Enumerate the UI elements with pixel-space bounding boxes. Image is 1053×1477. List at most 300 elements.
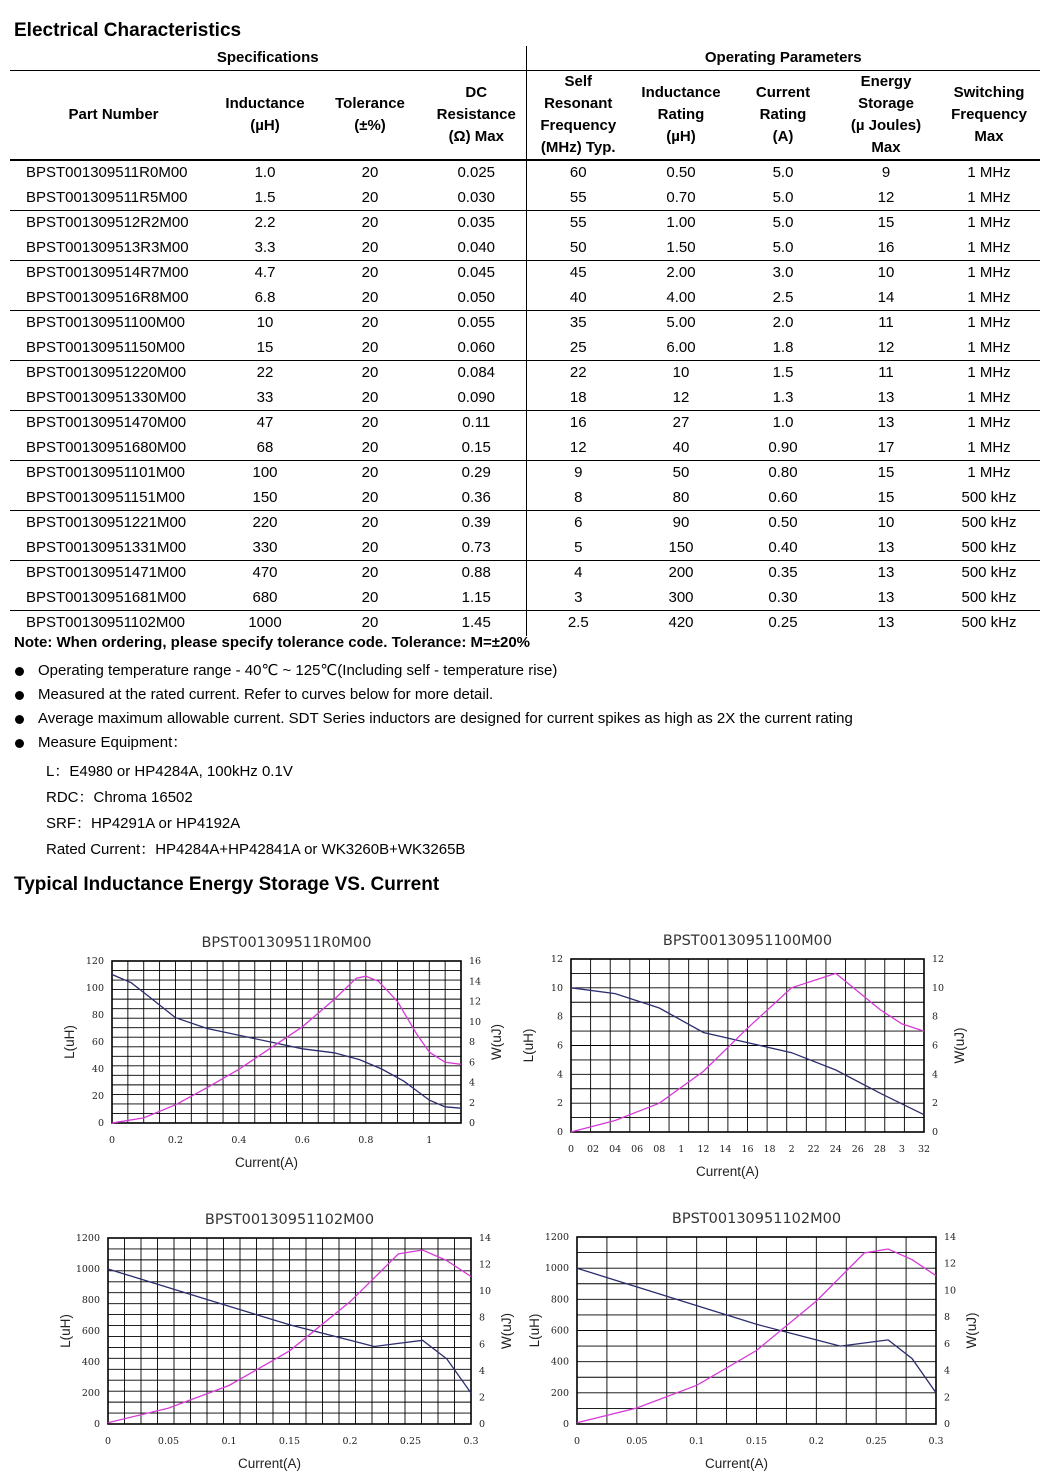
y2-tick-label: 4	[932, 1069, 939, 1081]
x-tick-label: 1	[426, 1135, 433, 1146]
y2-tick-label: 0	[944, 1419, 951, 1430]
y2-tick-label: 2	[479, 1392, 486, 1404]
table-cell: 5.00	[666, 314, 696, 332]
section-title-curves: Typical Inductance Energy Storage VS. Current	[14, 874, 440, 895]
cell-part-number: BPST00130951471M00	[26, 564, 187, 582]
table-row	[10, 486, 1040, 511]
y-tick-label: 800	[81, 1295, 100, 1306]
electrical-characteristics-table	[10, 46, 1040, 636]
group-specifications: Specifications	[10, 46, 526, 71]
table-cell: 0.060	[427, 336, 526, 361]
table-row	[10, 561, 1040, 586]
x-tick-label: 0	[573, 1436, 581, 1447]
table-cell: 20	[313, 336, 427, 361]
table-cell: 0.090	[427, 386, 526, 411]
table-cell: 13	[834, 386, 938, 411]
table-row	[10, 311, 1040, 336]
table-cell: 1 MHz	[967, 164, 1011, 182]
y-tick-label: 2	[556, 1098, 563, 1110]
y2-tick-label: 2	[469, 1097, 476, 1109]
table-cell: 20	[361, 314, 379, 332]
charts-area	[0, 917, 1053, 1477]
x-tick-label: 0.2	[342, 1436, 358, 1447]
x-tick-label: 32	[917, 1144, 931, 1155]
x-tick-label: 24	[829, 1144, 842, 1155]
table-cell: 0.040	[427, 236, 526, 261]
y-tick-label: 200	[550, 1387, 569, 1399]
table-cell: 20	[361, 364, 379, 382]
table-cell: 10	[256, 314, 274, 332]
x-tick-label: 18	[763, 1144, 776, 1155]
cell-part-number: BPST00130951150M00	[10, 336, 217, 361]
x-tick-label: 28	[873, 1144, 886, 1155]
y2-tick-label: 14	[479, 1233, 492, 1244]
y-axis-label: L(uH)	[58, 1314, 73, 1348]
y2-tick-label: 8	[469, 1037, 476, 1048]
table-cell: 0.60	[732, 486, 834, 511]
bullet-item: Operating temperature range - 40℃ ~ 125℃(Including self - temperature rise)	[14, 660, 853, 684]
equipment-line: RDC：Chroma 16502	[46, 789, 193, 806]
x-tick-label: 0.4	[231, 1135, 247, 1146]
table-cell: 16	[834, 236, 938, 261]
table-cell: 15	[877, 214, 895, 232]
cell-part-number: BPST00130951680M00	[10, 436, 217, 461]
y2-tick-label: 10	[944, 1285, 957, 1297]
table-cell: 20	[361, 414, 379, 432]
table-cell: 0.15	[427, 436, 526, 461]
table-cell: 3.3	[217, 236, 313, 261]
table-row	[10, 261, 1040, 286]
table-row	[10, 286, 1040, 311]
chart-grid	[571, 959, 924, 1132]
chart-4	[527, 1211, 979, 1471]
table-cell: 0.30	[732, 586, 834, 611]
y-tick-label: 1000	[544, 1263, 569, 1275]
y-tick-label: 400	[550, 1356, 569, 1368]
y2-tick-label: 0	[932, 1127, 939, 1138]
y-tick-label: 20	[91, 1091, 104, 1102]
table-cell: 10	[877, 514, 895, 532]
table-cell: 20	[313, 236, 427, 261]
table-cell: 0.80	[768, 464, 798, 482]
table-cell: 20	[313, 436, 427, 461]
y2-tick-label: 2	[944, 1392, 951, 1404]
group-operating-parameters: Operating Parameters	[526, 46, 1040, 71]
cell-part-number: BPST00130951221M00	[26, 514, 187, 532]
table-cell: 13	[834, 586, 938, 611]
table-cell: 1 MHz	[967, 264, 1011, 282]
table-cell: 1 MHz	[967, 314, 1011, 332]
table-row	[10, 461, 1040, 486]
table-cell: 2.0	[772, 314, 794, 332]
table-cell: 33	[217, 386, 313, 411]
table-cell: 0.030	[427, 186, 526, 211]
cell-part-number: BPST00130951330M00	[10, 386, 217, 411]
table-row	[10, 411, 1040, 436]
table-cell: 50	[526, 236, 630, 261]
cell-part-number: BPST00130951101M00	[26, 464, 186, 482]
table-cell: 17	[834, 436, 938, 461]
x-tick-label: 16	[741, 1144, 754, 1155]
chart-title: BPST001309511R0M00	[201, 935, 372, 951]
cell-part-number: BPST001309513R3M00	[10, 236, 217, 261]
equipment-line: SRF：HP4291A or HP4192A	[46, 815, 241, 832]
y2-tick-label: 4	[944, 1365, 951, 1377]
table-cell: 500 kHz	[961, 614, 1017, 632]
table-cell: 0.35	[768, 564, 798, 582]
x-tick-label: 0.05	[157, 1436, 180, 1447]
table-cell: 2.5	[526, 611, 630, 636]
x-tick-label: 0.2	[167, 1135, 184, 1146]
cell-part-number: BPST00130951220M00	[26, 364, 187, 382]
equipment-line: Rated Current：HP4284A+HP42841A or WK3260B+WK3265B	[46, 841, 466, 858]
table-row	[10, 186, 1040, 211]
y-tick-label: 600	[81, 1326, 100, 1337]
table-cell: 1.0	[254, 164, 276, 182]
col-energy-storage: Energy Storage (µ Joules) Max	[834, 71, 938, 161]
table-cell: 20	[313, 536, 427, 561]
y-tick-label: 0	[556, 1127, 563, 1138]
table-cell: 0.36	[427, 486, 526, 511]
y-tick-label: 0	[97, 1118, 104, 1129]
table-cell: 5.0	[772, 164, 794, 182]
y2-tick-label: 6	[469, 1057, 476, 1069]
table-row	[10, 511, 1040, 536]
table-cell: 470	[252, 564, 278, 582]
section-title-electrical: Electrical Characteristics	[14, 20, 242, 41]
table-cell: 5	[526, 536, 630, 561]
x-tick-label: 0	[104, 1436, 112, 1447]
table-cell: 1.8	[732, 336, 834, 361]
y-tick-label: 400	[81, 1357, 100, 1368]
chart-3	[58, 1212, 514, 1471]
table-cell: 0.50	[768, 514, 798, 532]
x-tick-label: 0.1	[689, 1436, 705, 1447]
table-cell: 12	[834, 336, 938, 361]
bullet-item: Measured at the rated current. Refer to curves below for more detail.	[14, 684, 853, 708]
table-cell: 0.084	[457, 364, 496, 382]
table-cell: 0.055	[457, 314, 496, 332]
table-cell: 3.0	[772, 264, 794, 282]
table-cell: 1 MHz	[938, 236, 1040, 261]
table-cell: 47	[256, 414, 274, 432]
x-tick-label: 0	[567, 1144, 575, 1155]
chart-1	[62, 935, 504, 1170]
table-cell: 20	[313, 286, 427, 311]
y-tick-label: 200	[81, 1388, 100, 1399]
chart-2	[521, 933, 967, 1179]
chart-grid	[577, 1237, 936, 1424]
y-tick-label: 6	[556, 1040, 563, 1052]
table-cell: 10	[672, 364, 690, 382]
x-tick-label: 0.25	[399, 1436, 422, 1447]
table-cell: 15	[217, 336, 313, 361]
table-cell: 12	[630, 386, 732, 411]
chart-title: BPST00130951100M00	[662, 933, 833, 949]
x-tick-label: 2	[788, 1144, 795, 1155]
table-cell: 20	[361, 264, 379, 282]
table-group-header	[10, 46, 1040, 71]
table-cell: 6	[526, 511, 630, 536]
y-tick-label: 40	[91, 1064, 104, 1075]
x-tick-label: 06	[631, 1144, 644, 1155]
y2-tick-label: 12	[944, 1258, 957, 1270]
table-cell: 27	[672, 414, 690, 432]
chart-title: BPST00130951102M00	[671, 1211, 842, 1227]
notes-bullet-list	[14, 660, 853, 756]
x-axis-label: Current(A)	[234, 1155, 299, 1170]
table-cell: 0.11	[462, 414, 491, 432]
table-cell: 20	[361, 464, 379, 482]
cell-part-number: BPST00130951470M00	[26, 414, 187, 432]
table-cell: 14	[834, 286, 938, 311]
table-cell: 1.15	[427, 586, 526, 611]
table-cell: 150	[630, 536, 732, 561]
cell-part-number: BPST001309514R7M00	[26, 264, 189, 282]
table-cell: 13	[877, 614, 895, 632]
x-tick-label: 22	[807, 1144, 820, 1155]
cell-part-number: BPST001309511R0M00	[26, 164, 188, 182]
table-cell: 9	[526, 461, 630, 486]
x-tick-label: 26	[851, 1144, 864, 1155]
x-axis-label: Current(A)	[695, 1164, 760, 1179]
cell-part-number: BPST00130951102M00	[26, 614, 186, 632]
table-cell: 1 MHz	[967, 464, 1011, 482]
table-cell: 20	[313, 586, 427, 611]
x-tick-label: 0.8	[358, 1135, 374, 1146]
y2-tick-label: 2	[932, 1098, 939, 1110]
y-tick-label: 100	[85, 983, 104, 994]
table-cell: 500 kHz	[938, 586, 1040, 611]
table-cell: 0.045	[457, 264, 496, 282]
table-cell: 5.0	[732, 236, 834, 261]
y2-tick-label: 16	[469, 956, 482, 967]
table-cell: 220	[252, 514, 278, 532]
table-cell: 1.5	[772, 364, 794, 382]
table-cell: 55	[526, 186, 630, 211]
x-tick-label: 0.05	[626, 1436, 648, 1447]
y-tick-label: 600	[550, 1325, 569, 1337]
y-axis-label: L(uH)	[62, 1025, 77, 1059]
chart-grid	[108, 1238, 471, 1424]
y-tick-label: 4	[556, 1069, 563, 1081]
table-cell: 330	[217, 536, 313, 561]
y2-tick-label: 0	[479, 1419, 486, 1430]
table-cell: 0.025	[457, 164, 496, 182]
table-cell: 8	[526, 486, 630, 511]
table-cell: 1.5	[217, 186, 313, 211]
table-cell: 1 MHz	[938, 386, 1040, 411]
y2-tick-label: 8	[944, 1312, 951, 1324]
table-cell: 15	[834, 486, 938, 511]
table-cell: 500 kHz	[938, 536, 1040, 561]
x-axis-label: Current(A)	[704, 1456, 769, 1471]
y2-axis-label: W(uJ)	[952, 1027, 967, 1064]
table-row	[10, 436, 1040, 461]
y2-tick-label: 8	[479, 1312, 486, 1324]
table-cell: 55	[526, 211, 630, 236]
cell-part-number: BPST001309516R8M00	[10, 286, 217, 311]
y2-tick-label: 12	[479, 1259, 492, 1271]
table-cell: 1 MHz	[938, 186, 1040, 211]
x-tick-label: 0.3	[928, 1436, 944, 1447]
table-cell: 20	[361, 214, 379, 232]
col-tolerance: Tolerance (±%)	[313, 71, 427, 161]
table-cell: 60	[526, 160, 630, 186]
table-cell: 1 MHz	[938, 436, 1040, 461]
table-cell: 1.00	[666, 214, 696, 232]
y2-tick-label: 8	[932, 1011, 939, 1023]
x-tick-label: 04	[609, 1144, 622, 1155]
col-switching-frequency: Switching Frequency Max	[938, 71, 1040, 161]
table-cell: 200	[668, 564, 694, 582]
table-cell: 3	[526, 586, 630, 611]
y-tick-label: 800	[550, 1294, 569, 1306]
table-cell: 18	[526, 386, 630, 411]
table-cell: 4.00	[630, 286, 732, 311]
table-cell: 13	[834, 536, 938, 561]
y2-tick-label: 0	[469, 1118, 476, 1129]
x-axis-label: Current(A)	[237, 1456, 302, 1471]
y2-tick-label: 4	[469, 1077, 476, 1089]
y2-tick-label: 10	[932, 982, 945, 994]
x-tick-label: 0.1	[221, 1436, 237, 1447]
table-cell: 5.0	[732, 186, 834, 211]
col-self-resonant-frequency: Self Resonant Frequency (MHz) Typ.	[526, 71, 630, 161]
table-row	[10, 361, 1040, 386]
y-tick-label: 1000	[75, 1264, 100, 1275]
table-row	[10, 336, 1040, 361]
x-tick-label: 0.25	[865, 1436, 887, 1447]
table-cell: 1 MHz	[967, 214, 1011, 232]
table-cell: 11	[878, 364, 894, 382]
y2-tick-label: 10	[479, 1286, 492, 1298]
y-tick-label: 80	[91, 1010, 104, 1021]
table-cell: 4.7	[254, 264, 276, 282]
col-current-rating: Current Rating (A)	[732, 71, 834, 161]
y2-tick-label: 14	[469, 976, 482, 988]
table-cell: 20	[361, 564, 379, 582]
table-row	[10, 586, 1040, 611]
table-cell: 20	[361, 164, 379, 182]
chart-grid	[112, 961, 461, 1123]
table-cell: 0.050	[427, 286, 526, 311]
table-cell: 0.73	[427, 536, 526, 561]
table-cell: 1.0	[772, 414, 794, 432]
table-cell: 40	[526, 286, 630, 311]
table-cell: 0.88	[461, 564, 491, 582]
table-cell: 2.5	[732, 286, 834, 311]
table-cell: 20	[361, 514, 379, 532]
y-tick-label: 10	[550, 982, 563, 994]
x-tick-label: 0.6	[294, 1135, 310, 1146]
y2-tick-label: 12	[932, 954, 945, 965]
table-row	[10, 236, 1040, 261]
table-cell: 80	[630, 486, 732, 511]
table-cell: 500 kHz	[938, 486, 1040, 511]
x-tick-label: 0	[108, 1135, 116, 1146]
table-cell: 420	[668, 614, 694, 632]
table-cell: 13	[877, 414, 895, 432]
col-inductance-rating: Inductance Rating (µH)	[630, 71, 732, 161]
table-cell: 11	[878, 314, 894, 332]
table-cell: 15	[877, 464, 895, 482]
cell-part-number: BPST00130951681M00	[10, 586, 217, 611]
table-cell: 2.00	[666, 264, 696, 282]
table-row	[10, 211, 1040, 236]
cell-part-number: BPST00130951100M00	[26, 314, 186, 332]
table-cell: 1.3	[732, 386, 834, 411]
table-column-header	[10, 71, 1040, 161]
table-cell: 25	[526, 336, 630, 361]
col-part-number: Part Number	[10, 71, 217, 161]
table-cell: 0.25	[768, 614, 798, 632]
col-dc-resistance: DC Resistance (Ω) Max	[427, 71, 526, 161]
table-row	[10, 611, 1040, 636]
table-cell: 6.8	[217, 286, 313, 311]
table-cell: 1000	[248, 614, 282, 632]
table-cell: 1 MHz	[938, 336, 1040, 361]
cell-part-number: BPST00130951151M00	[10, 486, 217, 511]
table-cell: 500 kHz	[961, 514, 1017, 532]
table-cell: 45	[526, 261, 630, 286]
y-tick-label: 60	[91, 1037, 104, 1048]
table-cell: 10	[877, 264, 895, 282]
table-cell: 35	[526, 311, 630, 336]
table-cell: 40	[630, 436, 732, 461]
y2-tick-label: 14	[944, 1232, 957, 1243]
y2-tick-label: 4	[479, 1365, 486, 1377]
x-tick-label: 08	[653, 1144, 666, 1155]
table-cell: 1.50	[630, 236, 732, 261]
table-row	[10, 536, 1040, 561]
table-cell: 0.39	[461, 514, 491, 532]
table-cell: 12	[834, 186, 938, 211]
table-cell: 1 MHz	[967, 414, 1011, 432]
y-tick-label: 12	[550, 954, 563, 965]
cell-part-number: BPST00130951331M00	[10, 536, 217, 561]
table-cell: 0.29	[461, 464, 491, 482]
table-cell: 50	[672, 464, 690, 482]
table-cell: 680	[217, 586, 313, 611]
x-tick-label: 0.3	[463, 1436, 479, 1447]
y2-axis-label: W(uJ)	[499, 1313, 514, 1349]
table-cell: 1.45	[461, 614, 491, 632]
cell-part-number: BPST001309511R5M00	[10, 186, 217, 211]
equipment-line: L：E4980 or HP4284A, 100kHz 0.1V	[46, 763, 293, 780]
y2-tick-label: 12	[469, 996, 482, 1008]
y2-tick-label: 6	[479, 1339, 486, 1351]
table-cell: 0.40	[732, 536, 834, 561]
bullet-item: Average maximum allowable current. SDT Series inductors are designed for current spikes as high as 2X the current rating	[14, 708, 853, 732]
y2-tick-label: 6	[944, 1338, 951, 1350]
y-tick-label: 0	[562, 1419, 569, 1430]
bullet-item: Measure Equipment：	[14, 732, 853, 756]
table-cell: 90	[672, 514, 690, 532]
y2-tick-label: 6	[932, 1040, 939, 1052]
table-cell: 300	[630, 586, 732, 611]
table-cell: 9	[881, 164, 891, 182]
col-inductance: Inductance (µH)	[217, 71, 313, 161]
table-cell: 0.70	[630, 186, 732, 211]
table-cell: 6.00	[630, 336, 732, 361]
table-cell: 22	[256, 364, 274, 382]
table-cell: 16	[526, 411, 630, 436]
table-cell: 20	[313, 486, 427, 511]
x-tick-label: 0.2	[808, 1436, 824, 1447]
y2-axis-label: W(uJ)	[489, 1024, 504, 1060]
table-cell: 2.2	[254, 214, 276, 232]
